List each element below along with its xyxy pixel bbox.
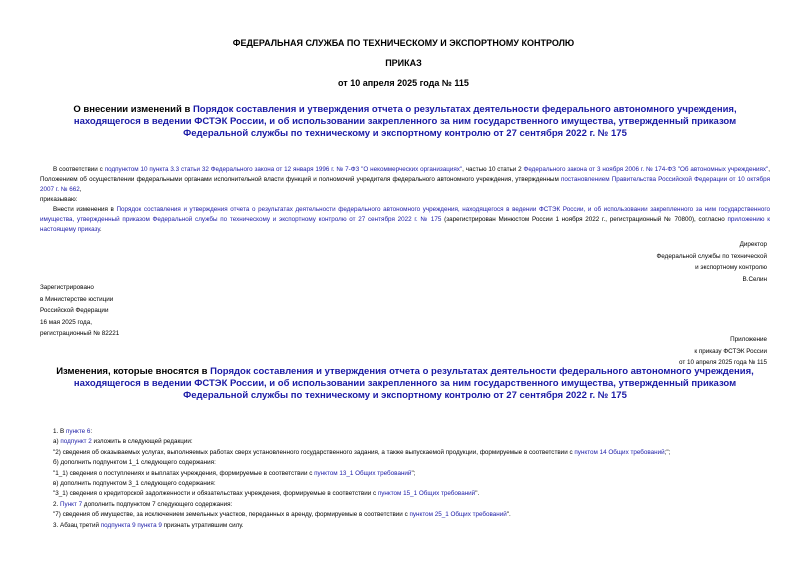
list-item xyxy=(53,489,773,499)
item-link[interactable]: пунктом 15_1 Общих требований xyxy=(377,490,476,498)
item-link[interactable]: пунктом 13_1 Общих требований xyxy=(314,469,412,477)
doc-type: ПРИКАЗ xyxy=(385,58,422,68)
title-prefix: О внесении изменений в xyxy=(73,104,193,115)
registration-block xyxy=(40,282,119,340)
agency-name: ФЕДЕРАЛЬНАЯ СЛУЖБА ПО ТЕХНИЧЕСКОМУ И ЭКСПОРТНОМУ КОНТРОЛЮ xyxy=(232,38,575,48)
order-word: приказываю: xyxy=(40,196,78,203)
list-item xyxy=(53,469,773,479)
appendix-link[interactable]: приложению к настоящему приказу xyxy=(40,216,770,233)
appendix-line: от 10 апреля 2025 года № 115 xyxy=(678,359,767,366)
list-item xyxy=(53,500,773,510)
item-text: признать утратившим силу. xyxy=(161,521,244,529)
item-link[interactable]: подпункт 2 xyxy=(60,438,92,446)
law-link-1[interactable]: подпунктом 10 пункта 3.3 статьи 32 Федерального закона от 12 января 1996 г. № 7-ФЗ "О некоммерческих организациях" xyxy=(104,166,463,173)
title-link[interactable]: Порядок составления и утверждения отчета о результатах деятельности федерального автономного учреждения, находящегося в ведении ФСТЭК России, и об использовании закрепленного за ним государственного имущества, утвержденный приказом Федеральной службы по техническому и экспортному контролю от 27 сентября 2022 г. № 175 xyxy=(73,104,737,139)
item-text: ". xyxy=(506,511,511,519)
item-text: 1. В xyxy=(53,428,66,435)
item-text: изложить в следующей редакции: xyxy=(91,438,193,446)
registration-line: в Министерстве юстиции xyxy=(40,295,114,303)
preamble xyxy=(40,165,770,235)
item-link[interactable]: пунктом 25_1 Общих требований xyxy=(409,511,507,519)
list-item xyxy=(53,521,773,531)
list-item: в) дополнить подпунктом 3_1 следующего содержания: xyxy=(53,480,216,488)
preamble-text-2: , частью 10 статьи 2 xyxy=(462,166,524,173)
item-link[interactable]: пункте 6 xyxy=(65,428,91,435)
appendix-line: к приказу ФСТЭК России xyxy=(694,347,767,355)
directive-text-1: Внести изменения в xyxy=(53,206,117,213)
registration-line: регистрационный № 82221 xyxy=(40,330,120,337)
preamble-text-1: В соответствии с xyxy=(53,166,105,173)
directive-text-3: . xyxy=(99,226,102,233)
list-item xyxy=(53,510,773,520)
item-link[interactable]: подпункта 9 пункта 9 xyxy=(100,521,162,529)
signature-name: В.Селин xyxy=(742,275,767,283)
law-link-3[interactable]: постановлением Правительства Российской Федерации от 10 октября 2007 г. № 662 xyxy=(40,176,770,193)
item-text: "2) сведения об оказываемых услугах, выполняемых работах сверх установленного государственного задания, а также выпускаемой продукции, формируемые в соответствии с xyxy=(53,448,575,456)
list-item xyxy=(53,448,773,458)
changes-title xyxy=(45,366,765,402)
changes-title-prefix: Изменения, которые вносятся в xyxy=(56,366,211,377)
signature-line: Федеральной службы по технической xyxy=(656,252,767,260)
preamble-text-4: , xyxy=(79,186,82,193)
list-item xyxy=(53,437,773,447)
item-link[interactable]: пунктом 14 Общих требований xyxy=(574,448,665,456)
registration-line: Зарегистрировано xyxy=(40,284,94,291)
item-text: а) xyxy=(53,438,61,446)
directive-text-2: (зарегистрирован Минюстом России 1 ноября 2022 г., регистрационный № 70800), согласно xyxy=(441,216,728,223)
preamble-text-3: , Положением об осуществлении федеральными органами исполнительной власти функций и полномочий учредителя федерального автономного учреждения, утвержденным xyxy=(40,166,771,183)
signature-block xyxy=(657,239,768,285)
law-link-2[interactable]: Федерального закона от 3 ноября 2006 г. № 174-ФЗ "Об автономных учреждениях" xyxy=(523,166,769,173)
page-title xyxy=(45,104,765,140)
item-text: "7) сведения об имуществе, за исключением земельных участков, переданных в аренду, формируемые в соответствии с xyxy=(53,511,410,519)
item-text: ;"; xyxy=(664,448,671,456)
item-link[interactable]: Пункт 7 xyxy=(60,500,83,508)
list-item: б) дополнить подпунктом 1_1 следующего содержания: xyxy=(53,459,216,467)
item-text: : xyxy=(90,428,93,435)
item-text: ". xyxy=(475,490,480,498)
item-text: 3. Абзац третий xyxy=(53,521,101,529)
signature-line: Директор xyxy=(739,241,767,248)
preamble-paragraph xyxy=(40,165,770,195)
item-text: "; xyxy=(411,469,416,477)
directive-paragraph xyxy=(40,205,770,235)
appendix-block xyxy=(679,334,767,369)
registration-line: 16 мая 2025 года, xyxy=(40,318,92,326)
procedure-link[interactable]: Порядок составления и утверждения отчета о результатах деятельности федерального автономного учреждения, находящегося в ведении ФСТЭК России, и об использовании закрепленного за ним государственного имущества, утвержденный приказом Федеральной службы по техническому и экспортному контролю от 27 сентября 2022 г. № 175 xyxy=(40,206,770,223)
list-item xyxy=(53,427,773,437)
appendix-line: Приложение xyxy=(730,336,767,343)
registration-line: Российской Федерации xyxy=(40,307,109,314)
item-text: дополнить подпунктом 7 следующего содержания: xyxy=(82,500,233,508)
item-text: 2. xyxy=(53,500,61,508)
changes-list xyxy=(53,427,773,531)
item-text: "3_1) сведения о кредиторской задолженности и обязательствах учреждения, формируемые в соответствии с xyxy=(53,490,378,498)
item-text: "1_1) сведения о поступлениях и выплатах учреждения, формируемые в соответствии с xyxy=(53,469,315,477)
changes-title-link[interactable]: Порядок составления и утверждения отчета о результатах деятельности федерального автономного учреждения, находящегося в ведении ФСТЭК России, и об использовании закрепленного за ним государственного имущества, утвержденный приказом Федеральной службы по техническому и экспортному контролю от 27 сентября 2022 г. № 175 xyxy=(73,366,754,401)
doc-date-number: от 10 апреля 2025 года № 115 xyxy=(338,78,469,88)
signature-line: и экспортному контролю xyxy=(695,264,767,271)
